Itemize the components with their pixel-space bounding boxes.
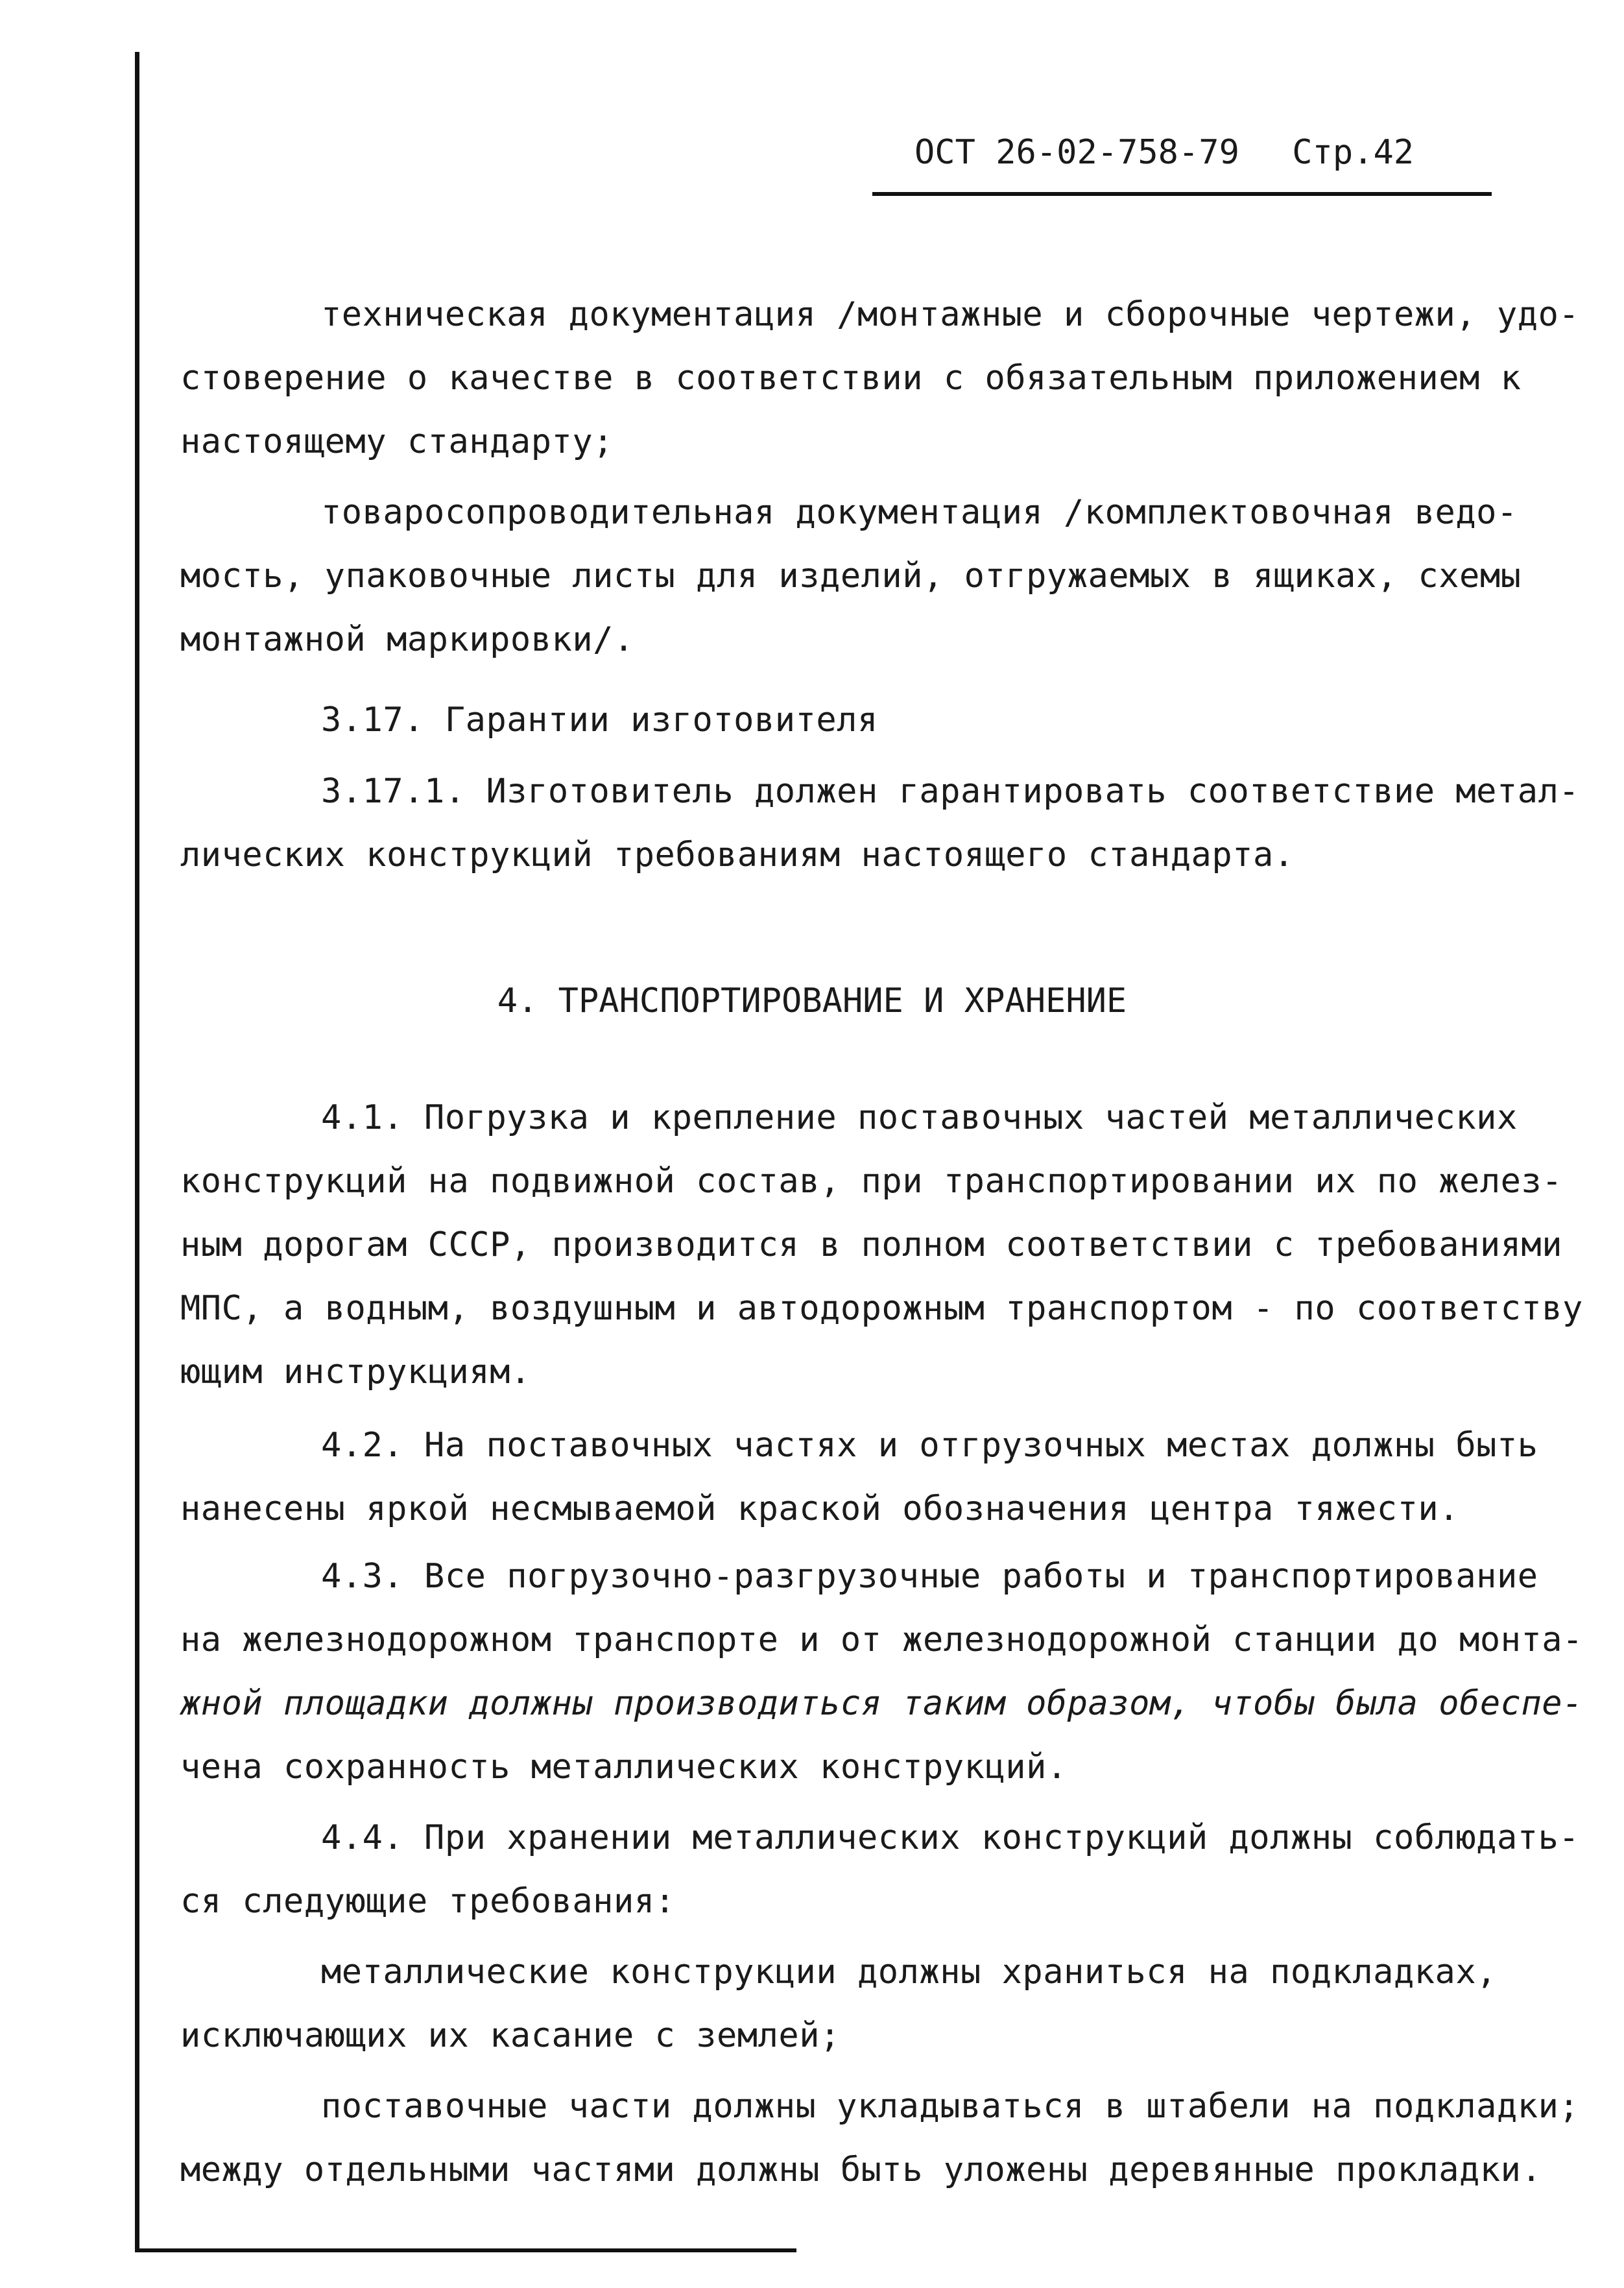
text-line: 4.2. На поставочных частях и отгрузочных местах должны быть — [321, 1426, 1538, 1465]
text-line: 4.4. При хранении металлических конструкций должны соблюдать- — [321, 1818, 1580, 1857]
text-line: нанесены яркой несмываемой краской обозначения центра тяжести. — [180, 1489, 1460, 1528]
header-underline — [872, 192, 1492, 196]
text-line: чена сохранность металлических конструкций. — [180, 1748, 1068, 1787]
clause-heading: 3.17. Гарантии изготовителя — [321, 701, 878, 740]
text-line: МПС, а водным, воздушным и автодорожным транспортом - по соответству — [180, 1289, 1583, 1328]
page-frame-left-border — [135, 52, 139, 2251]
text-line: ным дорогам СССР, производится в полном соответствии с требованиями — [180, 1225, 1563, 1264]
text-line: монтажной маркировки/. — [180, 620, 634, 659]
text-line: стоверение о качестве в соответствии с обязательным приложением к — [180, 359, 1522, 398]
page-header — [914, 133, 1414, 172]
text-line: ся следующие требования: — [180, 1882, 676, 1921]
text-line: исключающих их касание с землей; — [180, 2016, 841, 2055]
page-number: Стр.42 — [1292, 133, 1415, 172]
text-line: товаросопроводительная документация /комплектовочная ведо- — [321, 493, 1518, 532]
text-line: лических конструкций требованиям настоящего стандарта. — [180, 836, 1295, 874]
text-line: конструкций на подвижной состав, при транспортировании их по желез- — [180, 1162, 1563, 1201]
section-heading: 4. ТРАНСПОРТИРОВАНИЕ И ХРАНЕНИЕ — [497, 981, 1127, 1020]
text-line: 4.3. Все погрузочно-разгрузочные работы и транспортирование — [321, 1557, 1538, 1596]
text-line: на железнодорожном транспорте и от железнодорожной станции до монта- — [180, 1620, 1583, 1659]
text-line: 4.1. Погрузка и крепление поставочных частей металлических — [321, 1098, 1518, 1137]
page-frame-bottom-border — [135, 2248, 796, 2252]
text-line: металлические конструкции должны храниться на подкладках, — [321, 1953, 1497, 1992]
text-line: настоящему стандарту; — [180, 422, 614, 461]
text-line: между отдельными частями должны быть уложены деревянные прокладки. — [180, 2150, 1542, 2189]
text-line: 3.17.1. Изготовитель должен гарантировать соответствие метал- — [321, 772, 1580, 811]
text-line: техническая документация /монтажные и сборочные чертежи, удо- — [321, 295, 1580, 334]
document-code: ОСТ 26-02-758-79 — [914, 133, 1239, 172]
text-line: поставочные части должны укладываться в штабели на подкладки; — [321, 2087, 1580, 2126]
text-line: жной площадки должны производиться таким образом, чтобы была обеспе- — [180, 1684, 1583, 1723]
text-line: ющим инструкциям. — [180, 1353, 531, 1391]
text-line: мость, упаковочные листы для изделий, отгружаемых в ящиках, схемы — [180, 557, 1522, 596]
